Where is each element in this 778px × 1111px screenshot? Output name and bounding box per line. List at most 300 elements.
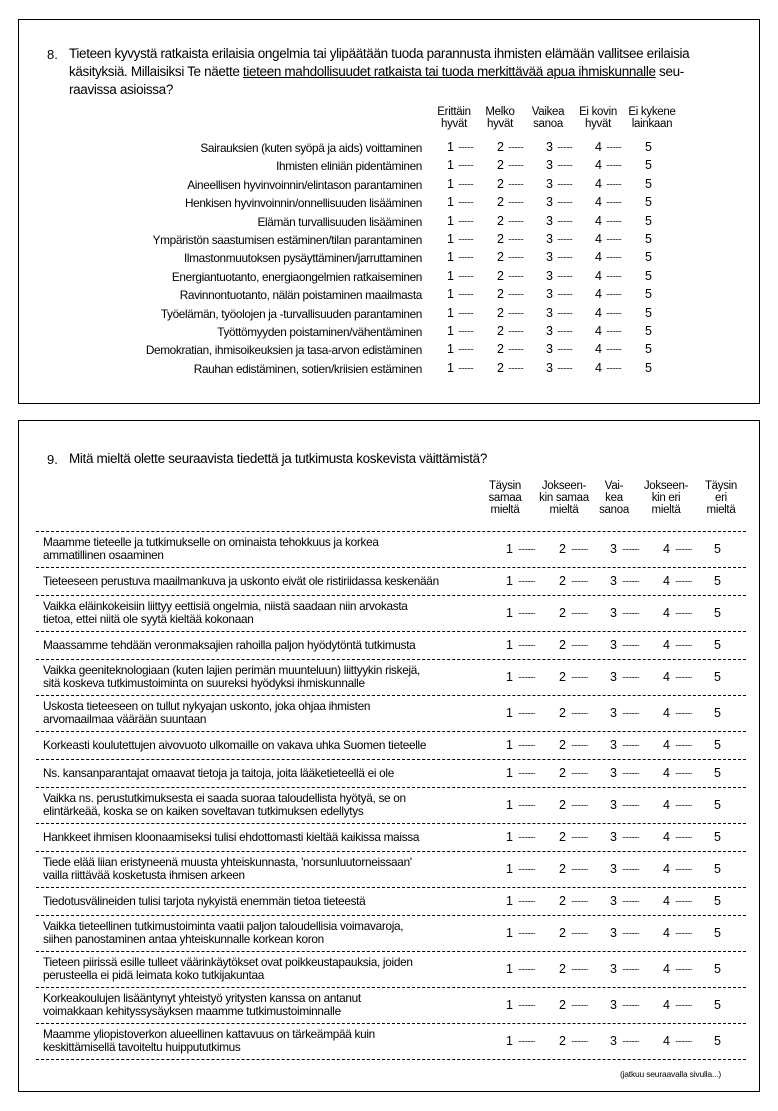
dotted-leader: ..........: [557, 305, 573, 316]
rating-option-5[interactable]: 5: [714, 830, 721, 844]
rating-option-5[interactable]: 5: [714, 606, 721, 620]
rating-option-4[interactable]: 4: [595, 250, 602, 265]
dotted-leader: ..........: [508, 305, 524, 316]
dotted-leader: ..........: [557, 250, 573, 261]
question-8-item-row: [19, 141, 759, 160]
dotted-leader: ..........: [606, 213, 622, 224]
dotted-leader: ...........: [518, 738, 535, 748]
rating-option-3[interactable]: 3: [610, 798, 617, 812]
rating-option-3[interactable]: 3: [546, 195, 553, 210]
dotted-leader: ...........: [622, 894, 639, 904]
dotted-leader: ...........: [675, 606, 692, 616]
rating-option-1[interactable]: 1: [447, 158, 454, 173]
rating-option-2[interactable]: 2: [559, 638, 566, 652]
rating-option-4[interactable]: 4: [595, 287, 602, 302]
item-label-line-2: siihen panostaminen antaa yhteiskunnalle korkean koron: [43, 932, 324, 946]
rating-option-1[interactable]: 1: [447, 342, 454, 357]
rating-option-1[interactable]: 1: [447, 176, 454, 191]
rating-option-4[interactable]: 4: [663, 1034, 670, 1048]
rating-option-5[interactable]: 5: [645, 195, 652, 210]
question-8-line-3: raavissa asioissa?: [69, 82, 174, 97]
dotted-leader: ...........: [675, 738, 692, 748]
rating-option-5[interactable]: 5: [714, 894, 721, 908]
rating-option-3[interactable]: 3: [610, 862, 617, 876]
dotted-leader: ...........: [622, 926, 639, 936]
item-label-line-2: perusteella ei pidä leimata koko tutkijakuntaa: [43, 968, 264, 982]
item-label: Ilmastonmuutoksen pysäyttäminen/jarruttaminen: [183, 251, 422, 266]
rating-option-5[interactable]: 5: [645, 232, 652, 246]
question-8-item-row: [19, 178, 759, 197]
question-8-line-1: Tieteen kyvystä ratkaista erilaisia ongelmia tai ylipäätään tuoda parannusta ihmisten elämään vallitsee erilaisia: [69, 46, 690, 61]
scale-header-line: mieltä: [706, 504, 736, 516]
question-9-box: [18, 420, 760, 1092]
dotted-leader: ...........: [622, 830, 639, 840]
rating-option-5[interactable]: 5: [714, 738, 721, 752]
rating-option-1[interactable]: 1: [506, 862, 513, 876]
rating-option-2[interactable]: 2: [559, 998, 566, 1012]
rating-option-5[interactable]: 5: [714, 926, 721, 940]
dotted-leader: ...........: [622, 670, 639, 680]
question-8-item-row: [19, 362, 759, 381]
dotted-leader: ..........: [557, 268, 573, 279]
rating-option-5[interactable]: 5: [714, 574, 721, 588]
rating-option-4[interactable]: 4: [663, 606, 670, 620]
rating-option-3[interactable]: 3: [546, 324, 553, 338]
rating-option-1[interactable]: 1: [506, 766, 513, 780]
question-9-item-row: [19, 787, 759, 823]
rating-option-1[interactable]: 1: [506, 830, 513, 844]
scale-header-line: sanoa: [533, 118, 563, 130]
rating-option-4[interactable]: 4: [663, 998, 670, 1012]
dotted-leader: ..........: [557, 213, 573, 224]
rating-option-3[interactable]: 3: [546, 268, 553, 283]
rating-option-1[interactable]: 1: [447, 250, 454, 265]
rating-option-4[interactable]: 4: [595, 342, 602, 357]
rating-option-3[interactable]: 3: [610, 962, 617, 976]
rating-option-2[interactable]: 2: [497, 342, 504, 357]
rating-option-2[interactable]: 2: [497, 158, 504, 173]
rating-option-5[interactable]: 5: [645, 342, 652, 357]
dotted-leader: ..........: [606, 176, 622, 187]
rating-option-5[interactable]: 5: [714, 766, 721, 780]
rating-option-5[interactable]: 5: [645, 324, 652, 338]
dotted-leader: ...........: [622, 798, 639, 808]
dotted-leader: ..........: [606, 305, 622, 316]
dotted-leader: ..........: [606, 268, 622, 279]
rating-option-2[interactable]: 2: [559, 738, 566, 752]
rating-option-2[interactable]: 2: [559, 798, 566, 812]
rating-option-5[interactable]: 5: [714, 670, 721, 684]
rating-option-2[interactable]: 2: [497, 195, 504, 210]
rating-option-4[interactable]: 4: [663, 894, 670, 908]
rating-option-3[interactable]: 3: [610, 926, 617, 940]
dotted-leader: ...........: [518, 766, 535, 776]
dotted-leader: ...........: [571, 894, 588, 904]
rating-option-1[interactable]: 1: [506, 894, 513, 908]
dotted-leader: ...........: [622, 574, 639, 584]
rating-option-2[interactable]: 2: [559, 1034, 566, 1048]
rating-option-3[interactable]: 3: [546, 140, 553, 154]
rating-option-5[interactable]: 5: [714, 1034, 721, 1048]
dotted-leader: ...........: [571, 574, 588, 584]
question-9-item-row: [19, 987, 759, 1023]
dotted-leader: ...........: [518, 962, 535, 972]
rating-option-2[interactable]: 2: [497, 140, 504, 154]
rating-option-5[interactable]: 5: [714, 862, 721, 876]
rating-option-3[interactable]: 3: [610, 738, 617, 752]
dotted-leader: ..........: [458, 140, 474, 150]
question-9-item-row: [19, 951, 759, 987]
dotted-leader: ..........: [606, 195, 622, 206]
item-label-line-1: Maassamme tehdään veronmaksajien rahoilla paljon hyödytöntä tutkimusta: [43, 638, 416, 652]
dotted-leader: ..........: [458, 158, 474, 169]
item-label: Ihmisten eliniän pidentäminen: [276, 159, 422, 174]
rating-option-5[interactable]: 5: [645, 213, 652, 228]
dotted-leader: ...........: [518, 638, 535, 648]
dotted-leader: ...........: [571, 738, 588, 748]
rating-option-5[interactable]: 5: [645, 176, 652, 191]
scale-header-line: Vaikea: [531, 106, 565, 118]
rating-option-1[interactable]: 1: [447, 268, 454, 283]
rating-option-4[interactable]: 4: [595, 324, 602, 338]
rating-option-3[interactable]: 3: [546, 360, 553, 375]
question-9-item-row: [19, 695, 759, 731]
rating-option-3[interactable]: 3: [546, 158, 553, 173]
dotted-leader: ...........: [675, 830, 692, 840]
dotted-leader: ...........: [571, 998, 588, 1008]
dotted-leader: ...........: [675, 962, 692, 972]
rating-option-2[interactable]: 2: [559, 606, 566, 620]
rating-option-5[interactable]: 5: [714, 542, 721, 556]
rating-option-3[interactable]: 3: [610, 638, 617, 652]
item-label-line-1: Korkeakoulujen lisääntynyt yhteistyö yritysten kanssa on antanut: [43, 991, 361, 1005]
dotted-leader: ...........: [571, 766, 588, 776]
rating-option-4[interactable]: 4: [595, 305, 602, 320]
question-8-line-2: [69, 63, 749, 81]
scale-header-line: kea: [605, 492, 623, 504]
item-label-line-1: Vaikka geeniteknologiaan (kuten lajien perimän muunteluun) liittyykin riskejä,: [43, 663, 421, 677]
rating-option-1[interactable]: 1: [506, 926, 513, 940]
rating-option-1[interactable]: 1: [506, 542, 513, 556]
dotted-leader: ..........: [508, 287, 524, 298]
rating-option-1[interactable]: 1: [506, 738, 513, 752]
item-label-line-1: Maamme tieteelle ja tutkimukselle on ominaista tehokkuus ja korkea: [43, 535, 379, 549]
question-9-item-row: [19, 631, 759, 659]
rating-option-2[interactable]: 2: [559, 542, 566, 556]
dotted-leader: ...........: [571, 862, 588, 872]
dotted-leader: ...........: [518, 894, 535, 904]
question-8-item-row: [19, 343, 759, 362]
rating-option-2[interactable]: 2: [559, 670, 566, 684]
dotted-leader: ..........: [606, 158, 622, 169]
rating-option-1[interactable]: 1: [506, 1034, 513, 1048]
question-8-text: [69, 45, 749, 99]
dotted-leader: ...........: [571, 798, 588, 808]
rating-option-4[interactable]: 4: [595, 232, 602, 246]
rating-option-3[interactable]: 3: [610, 830, 617, 844]
rating-option-1[interactable]: 1: [506, 606, 513, 620]
rating-option-3[interactable]: 3: [610, 542, 617, 556]
question-9-item-row: [19, 659, 759, 695]
dotted-leader: ...........: [622, 962, 639, 972]
dotted-leader: ..........: [557, 195, 573, 206]
rating-option-2[interactable]: 2: [497, 213, 504, 228]
item-label: Energiantuotanto, energiaongelmien ratkaiseminen: [171, 269, 422, 284]
rating-option-3[interactable]: 3: [546, 342, 553, 357]
rating-option-1[interactable]: 1: [506, 638, 513, 652]
dotted-leader: ..........: [606, 360, 622, 371]
dotted-leader: ..........: [606, 324, 622, 334]
rating-option-2[interactable]: 2: [559, 574, 566, 588]
dotted-leader: ...........: [675, 998, 692, 1008]
question-9-item-row: [19, 851, 759, 887]
dotted-leader: ..........: [557, 232, 573, 242]
rating-option-3[interactable]: 3: [546, 305, 553, 320]
item-label-line-2: ammatillinen osaaminen: [43, 548, 164, 562]
rating-option-4[interactable]: 4: [663, 830, 670, 844]
rating-option-3[interactable]: 3: [546, 287, 553, 302]
rating-option-5[interactable]: 5: [645, 287, 652, 302]
rating-option-2[interactable]: 2: [497, 305, 504, 320]
dotted-leader: ...........: [518, 830, 535, 840]
rating-option-2[interactable]: 2: [559, 894, 566, 908]
dotted-leader: ..........: [557, 176, 573, 187]
scale-header-line: hyvät: [585, 118, 611, 130]
rating-option-4[interactable]: 4: [595, 268, 602, 283]
rating-option-2[interactable]: 2: [497, 360, 504, 375]
rating-option-5[interactable]: 5: [714, 706, 721, 720]
rating-option-2[interactable]: 2: [497, 268, 504, 283]
dotted-leader: ...........: [571, 926, 588, 936]
rating-option-2[interactable]: 2: [559, 962, 566, 976]
rating-option-2[interactable]: 2: [559, 766, 566, 780]
rating-option-2[interactable]: 2: [497, 232, 504, 246]
dotted-leader: ...........: [622, 606, 639, 616]
rating-option-4[interactable]: 4: [663, 670, 670, 684]
dotted-leader: ...........: [571, 542, 588, 552]
item-label-line-2: keskittämisellä tavoiteltu huippututkimus: [43, 1040, 241, 1054]
question-8-item-row: [19, 251, 759, 270]
dotted-leader: ..........: [458, 195, 474, 206]
dotted-leader: ...........: [675, 894, 692, 904]
dotted-leader: ..........: [606, 250, 622, 261]
rating-option-4[interactable]: 4: [663, 862, 670, 876]
rating-option-3[interactable]: 3: [610, 670, 617, 684]
rating-option-3[interactable]: 3: [610, 706, 617, 720]
item-label: Ravinnontuotanto, nälän poistaminen maailmasta: [179, 288, 422, 303]
dotted-leader: ..........: [458, 360, 474, 371]
dotted-leader: ...........: [675, 798, 692, 808]
rating-option-4[interactable]: 4: [595, 176, 602, 191]
item-label: Työttömyyden poistaminen/vähentäminen: [217, 325, 422, 339]
scale-header-line: Ei kykene: [628, 106, 676, 118]
item-label-line-2: voimakkaan kehityssysäyksen maamme tutkimustoiminnalle: [43, 1004, 341, 1018]
rating-option-4[interactable]: 4: [595, 213, 602, 228]
rating-option-1[interactable]: 1: [447, 195, 454, 210]
dotted-leader: ...........: [675, 706, 692, 716]
item-label-line-1: Vaikka ns. perustutkimuksesta ei saada suoraa taloudellista hyötyä, se on: [43, 791, 406, 805]
scale-header-line: Täysin: [704, 480, 738, 492]
question-9-item-row: [19, 731, 759, 759]
item-label-line-2: tietoa, ettei niitä ole syytä kieltää kokonaan: [43, 612, 254, 626]
rating-option-2[interactable]: 2: [497, 287, 504, 302]
dotted-leader: ..........: [458, 305, 474, 316]
rating-option-3[interactable]: 3: [610, 606, 617, 620]
dotted-leader: ..........: [458, 213, 474, 224]
item-label: Työelämän, työolojen ja -turvallisuuden parantaminen: [160, 306, 422, 321]
rating-option-1[interactable]: 1: [506, 962, 513, 976]
scale-header-line: samaa: [488, 492, 522, 504]
dotted-leader: ..........: [508, 342, 524, 353]
rating-option-4[interactable]: 4: [663, 542, 670, 556]
scale-header-line: lainkaan: [631, 118, 673, 130]
dotted-leader: ...........: [518, 798, 535, 808]
scale-header-line: kin samaa: [539, 492, 589, 504]
dotted-leader: ..........: [557, 360, 573, 371]
question-8-underlined-phrase: tieteen mahdollisuudet ratkaista tai tuoda merkittävää apua ihmiskunnalle: [242, 64, 656, 79]
rating-option-4[interactable]: 4: [663, 962, 670, 976]
dotted-leader: ..........: [557, 342, 573, 353]
rating-option-1[interactable]: 1: [447, 213, 454, 228]
rating-option-4[interactable]: 4: [663, 798, 670, 812]
item-label-line-1: Vaikka eläinkokeisiin liittyy eettisiä ongelmia, niistä saadaan niin arvokasta: [43, 599, 408, 613]
rating-option-4[interactable]: 4: [595, 360, 602, 375]
dotted-leader: ..........: [508, 195, 524, 206]
rating-option-1[interactable]: 1: [506, 798, 513, 812]
question-9-item-row: [19, 531, 759, 567]
rating-option-1[interactable]: 1: [447, 305, 454, 320]
item-label-line-1: Tiedotusvälineiden tulisi tarjota nykyistä enemmän tietoa tieteestä: [43, 894, 366, 908]
question-9-item-row: [19, 823, 759, 851]
rating-option-4[interactable]: 4: [663, 926, 670, 940]
rating-option-4[interactable]: 4: [663, 638, 670, 652]
rating-option-5[interactable]: 5: [714, 998, 721, 1012]
rating-option-3[interactable]: 3: [610, 1034, 617, 1048]
dotted-leader: ...........: [675, 638, 692, 648]
rating-option-4[interactable]: 4: [595, 158, 602, 173]
rating-option-5[interactable]: 5: [714, 962, 721, 976]
rating-option-4[interactable]: 4: [663, 574, 670, 588]
rating-option-5[interactable]: 5: [645, 360, 652, 375]
rating-option-5[interactable]: 5: [714, 798, 721, 812]
dotted-leader: ..........: [606, 140, 622, 150]
item-label: Aineellisen hyvinvoinnin/elintason parantaminen: [187, 177, 422, 192]
scale-header-line: mieltä: [651, 504, 681, 516]
question-8-number: 8.: [47, 47, 58, 62]
row-divider: [36, 1059, 746, 1060]
rating-option-3[interactable]: 3: [546, 232, 553, 246]
rating-option-3[interactable]: 3: [546, 213, 553, 228]
scale-header-line: sanoa: [599, 504, 629, 516]
rating-option-3[interactable]: 3: [610, 574, 617, 588]
scale-header-line: mieltä: [549, 504, 579, 516]
rating-option-5[interactable]: 5: [645, 305, 652, 320]
rating-option-3[interactable]: 3: [546, 176, 553, 191]
dotted-leader: ...........: [622, 862, 639, 872]
scale-header-line: Jokseen-: [541, 480, 587, 492]
rating-option-2[interactable]: 2: [559, 926, 566, 940]
dotted-leader: ...........: [518, 606, 535, 616]
dotted-leader: ...........: [571, 1034, 588, 1044]
dotted-leader: ...........: [518, 926, 535, 936]
rating-option-3[interactable]: 3: [610, 766, 617, 780]
rating-option-1[interactable]: 1: [447, 287, 454, 302]
dotted-leader: ...........: [518, 998, 535, 1008]
rating-option-2[interactable]: 2: [559, 706, 566, 720]
scale-header-line: mieltä: [490, 504, 520, 516]
rating-option-2[interactable]: 2: [497, 176, 504, 191]
rating-option-5[interactable]: 5: [645, 140, 652, 154]
rating-option-5[interactable]: 5: [714, 638, 721, 652]
rating-option-4[interactable]: 4: [663, 766, 670, 780]
rating-option-1[interactable]: 1: [447, 232, 454, 246]
rating-option-2[interactable]: 2: [559, 830, 566, 844]
rating-option-3[interactable]: 3: [610, 998, 617, 1012]
item-label-line-2: arvomaailmaa väärään suuntaan: [43, 712, 207, 726]
rating-option-5[interactable]: 5: [645, 268, 652, 283]
scale-header-line: hyvät: [441, 118, 467, 130]
item-label-line-1: Tiede elää liian eristyneenä muusta yhteiskunnasta, 'norsunluutorneissaan': [43, 855, 412, 869]
dotted-leader: ..........: [458, 324, 474, 334]
scale-header-line: kin eri: [651, 492, 681, 504]
rating-option-5[interactable]: 5: [645, 250, 652, 265]
rating-option-1[interactable]: 1: [447, 360, 454, 375]
rating-option-4[interactable]: 4: [595, 195, 602, 210]
item-label-line-1: Korkeasti koulutettujen aivovuoto ulkomaille on vakava uhka Suomen tieteelle: [43, 738, 427, 752]
rating-option-2[interactable]: 2: [559, 862, 566, 876]
scale-header-line: Melko: [485, 106, 515, 118]
scale-header-line: eri: [715, 492, 727, 504]
item-label: Sairauksien (kuten syöpä ja aids) voittaminen: [200, 141, 422, 155]
item-label-line-1: Tieteeseen perustuva maailmankuva ja uskonto eivät ole ristiriidassa keskenään: [43, 574, 439, 588]
rating-option-4[interactable]: 4: [595, 140, 602, 154]
rating-option-1[interactable]: 1: [506, 706, 513, 720]
dotted-leader: ..........: [508, 232, 524, 242]
rating-option-2[interactable]: 2: [497, 324, 504, 338]
rating-option-1[interactable]: 1: [506, 574, 513, 588]
dotted-leader: ...........: [622, 738, 639, 748]
dotted-leader: ..........: [508, 360, 524, 371]
scale-header-line: hyvät: [487, 118, 513, 130]
rating-option-4[interactable]: 4: [663, 706, 670, 720]
question-9-item-row: [19, 567, 759, 595]
question-9-scale-header: [533, 480, 595, 516]
item-label-line-2: elintärkeää, koska se on kaiken soveltavan tutkimuksen edellytys: [43, 804, 364, 818]
rating-option-5[interactable]: 5: [645, 158, 652, 173]
dotted-leader: ...........: [622, 1034, 639, 1044]
dotted-leader: ..........: [458, 250, 474, 261]
rating-option-1[interactable]: 1: [506, 670, 513, 684]
rating-option-1[interactable]: 1: [447, 140, 454, 154]
rating-option-1[interactable]: 1: [506, 998, 513, 1012]
question-9-text: Mitä mieltä olette seuraavista tiedettä ja tutkimusta koskevista väittämistä?: [69, 451, 487, 466]
rating-option-3[interactable]: 3: [546, 250, 553, 265]
question-8-scale-header: [431, 106, 477, 130]
dotted-leader: ..........: [606, 287, 622, 298]
rating-option-1[interactable]: 1: [447, 324, 454, 338]
dotted-leader: ...........: [518, 706, 535, 716]
dotted-leader: ...........: [622, 706, 639, 716]
rating-option-2[interactable]: 2: [497, 250, 504, 265]
rating-option-3[interactable]: 3: [610, 894, 617, 908]
question-9-scale-header: [637, 480, 695, 516]
rating-option-4[interactable]: 4: [663, 738, 670, 752]
item-label: Rauhan edistäminen, sotien/kriisien estäminen: [193, 361, 422, 376]
dotted-leader: ...........: [675, 862, 692, 872]
dotted-leader: ..........: [458, 287, 474, 298]
item-label-line-1: Ns. kansanparantajat omaavat tietoja ja taitoja, joita lääketieteellä ei ole: [43, 766, 394, 780]
question-9-scale-header: [485, 480, 525, 516]
